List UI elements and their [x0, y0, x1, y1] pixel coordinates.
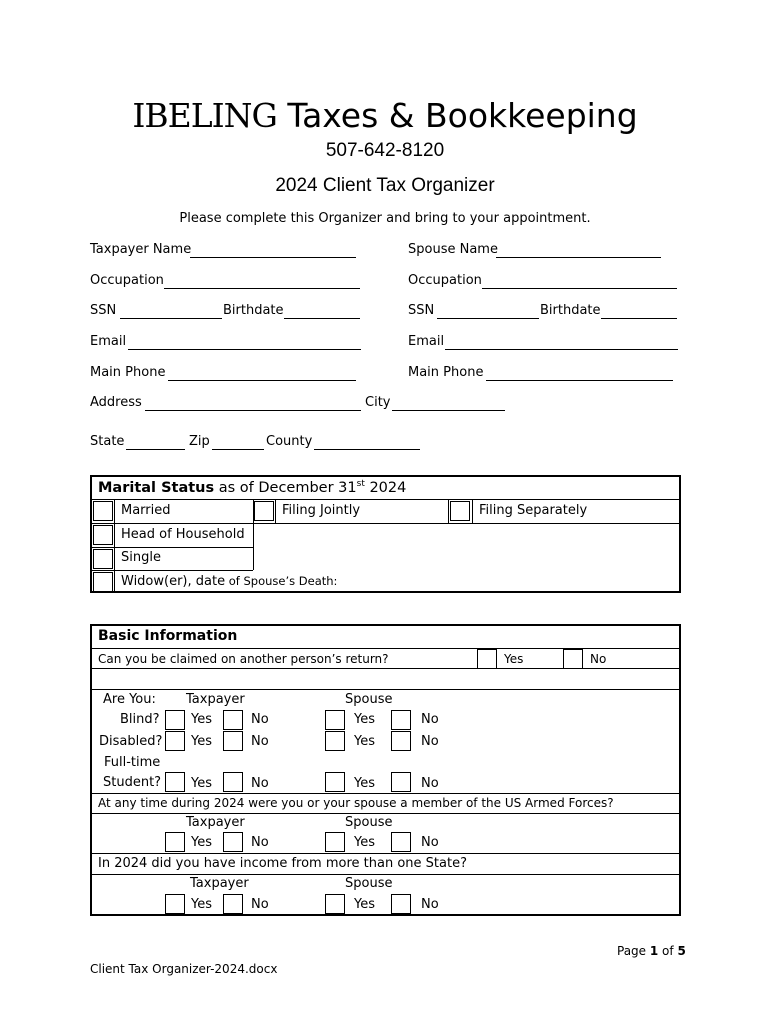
spouse-occupation-field[interactable]: [482, 288, 677, 289]
armed-spouse-no-label: No: [421, 835, 439, 850]
address-field[interactable]: [145, 410, 361, 411]
taxpayer-occupation-label: Occupation: [90, 273, 164, 288]
marital-status-heading: [98, 479, 406, 496]
married-label: Married: [121, 503, 171, 518]
spouse-disabled-no-label: No: [421, 734, 439, 749]
organizer-subtitle: 2024 Client Tax Organizer: [275, 175, 495, 196]
armed-taxpayer-no-label: No: [251, 835, 269, 850]
claimed-question: Can you be claimed on another person’s return?: [98, 652, 389, 666]
taxpayer-email-field[interactable]: [128, 349, 361, 350]
page-number: [617, 944, 686, 958]
spouse-disabled-no-checkbox[interactable]: [391, 731, 411, 751]
widow-label-a: Widow(er), date: [121, 574, 226, 589]
county-field[interactable]: [314, 449, 420, 450]
are-you-label: Are You:: [103, 692, 156, 707]
claimed-yes-label: Yes: [504, 652, 524, 666]
filing-jointly-label: Filing Jointly: [282, 503, 361, 518]
brand-name: IBELING: [132, 96, 277, 135]
spouse-disabled-yes-label: Yes: [354, 734, 375, 749]
taxpayer-disabled-no-checkbox[interactable]: [223, 731, 243, 751]
armed-spouse-yes-label: Yes: [354, 835, 375, 850]
page-of: of: [658, 944, 678, 958]
page-total: 5: [677, 944, 686, 958]
spouse-ssn-field[interactable]: [437, 318, 539, 319]
taxpayer-birthdate-label: Birthdate: [223, 303, 284, 318]
footer-filename: Client Tax Organizer-2024.docx: [90, 962, 278, 976]
state-spouse-label: Spouse: [345, 876, 393, 891]
spouse-phone-field[interactable]: [486, 380, 673, 381]
taxpayer-blind-no-label: No: [251, 712, 269, 727]
marital-heading-rest: as of December 31: [214, 479, 357, 496]
claimed-no-checkbox[interactable]: [563, 649, 583, 669]
taxpayer-disabled-no-label: No: [251, 734, 269, 749]
state-spouse-yes-label: Yes: [354, 897, 375, 912]
marital-heading-year: 2024: [364, 479, 407, 496]
spouse-ssn-label: SSN: [408, 303, 435, 318]
state-spouse-no-checkbox[interactable]: [391, 894, 411, 914]
multi-state-question: In 2024 did you have income from more than one State?: [98, 856, 467, 871]
armed-forces-question: At any time during 2024 were you or your spouse a member of the US Armed Forces?: [98, 796, 614, 810]
state-taxpayer-label: Taxpayer: [190, 876, 249, 891]
state-spouse-yes-checkbox[interactable]: [325, 894, 345, 914]
taxpayer-student-yes-checkbox[interactable]: [165, 772, 185, 792]
state-taxpayer-no-label: No: [251, 897, 269, 912]
single-checkbox[interactable]: [93, 549, 113, 569]
armed-spouse-label: Spouse: [345, 815, 393, 830]
county-label: County: [266, 434, 313, 449]
taxpayer-email-label: Email: [90, 334, 127, 349]
armed-taxpayer-yes-label: Yes: [191, 835, 212, 850]
zip-field[interactable]: [212, 449, 264, 450]
divider: [91, 523, 680, 524]
spouse-occupation-label: Occupation: [408, 273, 482, 288]
taxpayer-ssn-label: SSN: [90, 303, 117, 318]
divider: [91, 668, 680, 669]
disabled-label: Disabled?: [99, 734, 163, 749]
taxpayer-birthdate-field[interactable]: [284, 318, 360, 319]
marital-heading-bold: Marital Status: [98, 479, 215, 496]
divider: [91, 813, 680, 814]
city-field[interactable]: [392, 410, 505, 411]
blind-label: Blind?: [120, 712, 160, 727]
title-rest: Taxes & Bookkeeping: [276, 96, 638, 135]
spouse-student-yes-checkbox[interactable]: [325, 772, 345, 792]
taxpayer-name-field[interactable]: [190, 257, 356, 258]
armed-taxpayer-no-checkbox[interactable]: [223, 832, 243, 852]
divider: [91, 547, 253, 548]
married-checkbox[interactable]: [93, 501, 113, 521]
spouse-birthdate-field[interactable]: [601, 318, 677, 319]
spouse-email-field[interactable]: [445, 349, 678, 350]
taxpayer-blind-no-checkbox[interactable]: [223, 710, 243, 730]
taxpayer-occupation-field[interactable]: [164, 288, 360, 289]
spouse-student-no-checkbox[interactable]: [391, 772, 411, 792]
divider: [91, 874, 680, 875]
taxpayer-student-yes-label: Yes: [191, 776, 212, 791]
divider: [91, 499, 680, 500]
basic-info-heading: Basic Information: [98, 628, 238, 644]
phone-number: 507-642-8120: [325, 140, 445, 161]
student-label: Student?: [103, 775, 162, 790]
taxpayer-name-label: Taxpayer Name: [90, 242, 192, 257]
filing-separately-checkbox[interactable]: [450, 501, 470, 521]
armed-taxpayer-label: Taxpayer: [186, 815, 245, 830]
state-label: State: [90, 434, 125, 449]
taxpayer-phone-field[interactable]: [168, 380, 356, 381]
single-label: Single: [121, 550, 161, 565]
divider: [275, 499, 276, 523]
divider: [91, 570, 253, 571]
divider: [91, 648, 680, 649]
divider: [448, 499, 449, 523]
taxpayer-blind-yes-label: Yes: [191, 712, 212, 727]
armed-spouse-no-checkbox[interactable]: [391, 832, 411, 852]
spouse-blind-no-label: No: [421, 712, 439, 727]
taxpayer-disabled-yes-label: Yes: [191, 734, 212, 749]
state-taxpayer-yes-checkbox[interactable]: [165, 894, 185, 914]
instructions: Please complete this Organizer and bring to your appointment.: [179, 211, 591, 226]
spouse-blind-yes-label: Yes: [354, 712, 375, 727]
taxpayer-student-no-label: No: [251, 776, 269, 791]
widow-label-b: of Spouse’s Death:: [225, 574, 338, 588]
divider: [91, 689, 680, 690]
taxpayer-blind-yes-checkbox[interactable]: [165, 710, 185, 730]
spouse-disabled-yes-checkbox[interactable]: [325, 731, 345, 751]
armed-spouse-yes-checkbox[interactable]: [325, 832, 345, 852]
page-current: 1: [649, 944, 659, 958]
divider: [91, 793, 680, 794]
divider: [472, 499, 473, 523]
state-taxpayer-no-checkbox[interactable]: [223, 894, 243, 914]
spouse-student-yes-label: Yes: [354, 776, 375, 791]
spouse-name-field[interactable]: [496, 257, 661, 258]
spouse-blind-no-checkbox[interactable]: [391, 710, 411, 730]
document-title: [0, 96, 770, 135]
state-field[interactable]: [126, 449, 185, 450]
marital-heading-sup: st: [356, 479, 365, 489]
head-of-household-label: Head of Household: [121, 527, 245, 542]
head-of-household-checkbox[interactable]: [93, 525, 113, 545]
taxpayer-col-label: Taxpayer: [186, 692, 245, 707]
taxpayer-ssn-field[interactable]: [120, 318, 222, 319]
spouse-blind-yes-checkbox[interactable]: [325, 710, 345, 730]
divider: [91, 853, 680, 854]
state-spouse-no-label: No: [421, 897, 439, 912]
fulltime-label: Full-time: [104, 755, 161, 770]
spouse-student-no-label: No: [421, 776, 439, 791]
widow-label: [121, 574, 337, 589]
filing-jointly-checkbox[interactable]: [254, 501, 274, 521]
taxpayer-phone-label: Main Phone: [90, 365, 166, 380]
spouse-name-label: Spouse Name: [408, 242, 498, 257]
spouse-phone-label: Main Phone: [408, 365, 484, 380]
zip-label: Zip: [189, 434, 210, 449]
state-taxpayer-yes-label: Yes: [191, 897, 212, 912]
armed-taxpayer-yes-checkbox[interactable]: [165, 832, 185, 852]
city-label: City: [365, 395, 391, 410]
divider: [114, 499, 115, 592]
spouse-col-label: Spouse: [345, 692, 393, 707]
filing-separately-label: Filing Separately: [479, 503, 588, 518]
claimed-no-label: No: [590, 652, 607, 666]
widow-checkbox[interactable]: [93, 572, 113, 592]
taxpayer-disabled-yes-checkbox[interactable]: [165, 731, 185, 751]
spouse-email-label: Email: [408, 334, 445, 349]
taxpayer-student-no-checkbox[interactable]: [223, 772, 243, 792]
spouse-birthdate-label: Birthdate: [540, 303, 601, 318]
claimed-yes-checkbox[interactable]: [477, 649, 497, 669]
page-prefix: Page: [617, 944, 650, 958]
address-label: Address: [90, 395, 142, 410]
